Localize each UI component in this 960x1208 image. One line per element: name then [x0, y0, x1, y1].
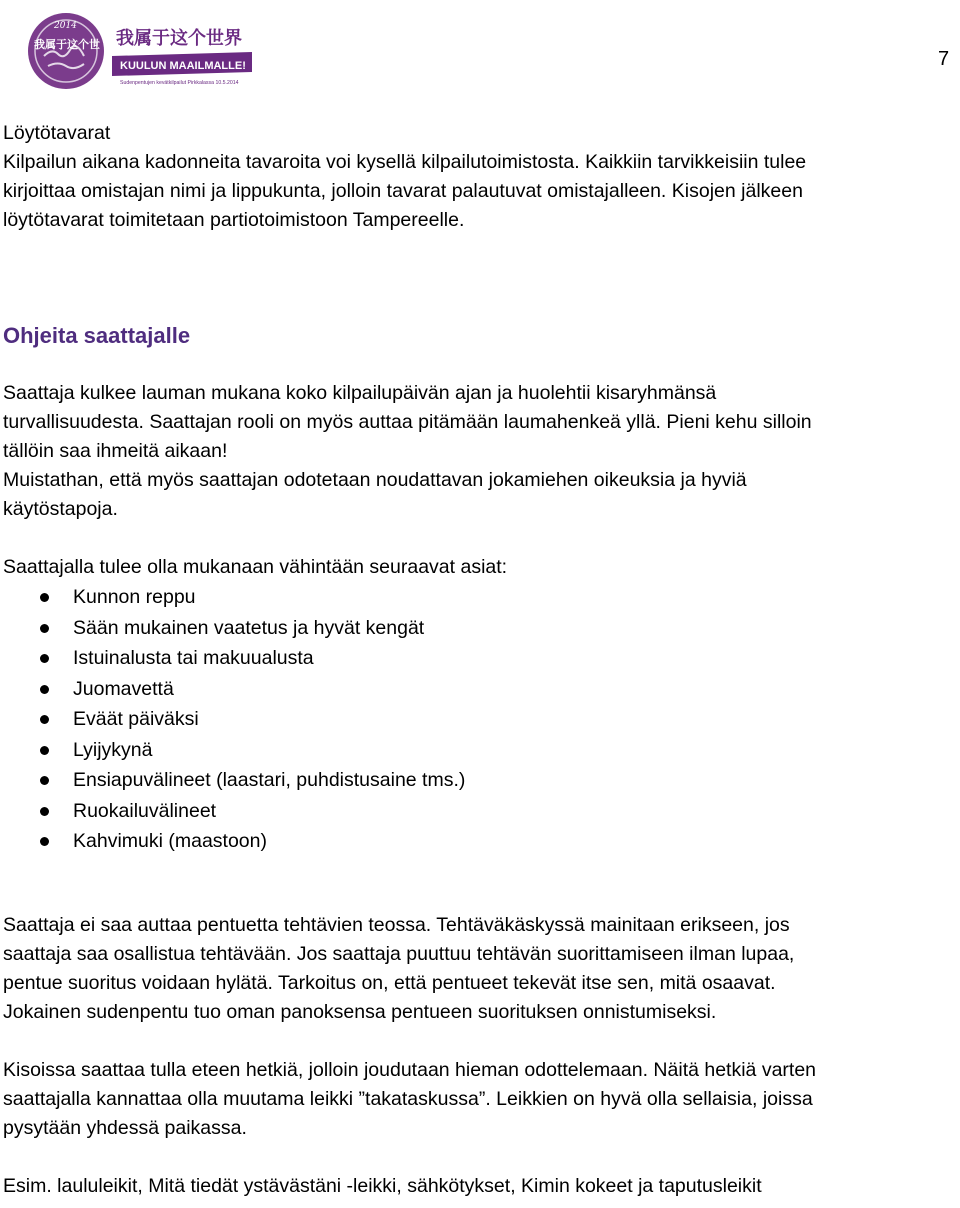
bullet-icon [40, 746, 49, 755]
guide-heading: Ohjeita saattajalle [3, 323, 191, 348]
document-body [3, 119, 953, 1201]
equipment-list [3, 582, 953, 857]
page-number: 7 [938, 48, 950, 70]
guide-para1-line-1: Saattaja kulkee lauman mukana koko kilpailupäivän ajan ja huolehtii kisaryhmänsä [3, 382, 717, 404]
list-item: Lyijykynä [3, 735, 953, 766]
logo-year: 2014 [54, 21, 77, 31]
list-item: Eväät päiväksi [3, 704, 953, 735]
bullet-icon [40, 624, 49, 633]
bullet-icon [40, 685, 49, 694]
bullet-icon [40, 593, 49, 602]
guide-para3-line-1: Kisoissa saattaa tulla eteen hetkiä, jolloin joudutaan hieman odottelemaan. Näitä hetkiä varten [3, 1058, 817, 1081]
guide-para3-line-3: pysytään yhdessä paikassa. [3, 1116, 247, 1139]
lost-found-line-3: löytötavarat toimitetaan partiotoimistoon Tampereelle. [3, 209, 465, 231]
list-item: Ruokailuvälineet [3, 796, 953, 827]
list-item: Istuinalusta tai makuualusta [3, 643, 953, 674]
guide-para3-line-2: saattajalla kannattaa olla muutama leikki ”takataskussa”. Leikkien on hyvä olla sellaisia, joissa [3, 1087, 813, 1110]
guide-para1-line-3: tällöin saa ihmeitä aikaan! [3, 440, 228, 462]
guide-para2-line-2: saattaja saa osallistua tehtävään. Jos saattaja puuttuu tehtävän suorittamiseen ilman lupaa, [3, 942, 795, 965]
list-intro: Saattajalla tulee olla mukanaan vähintään seuraavat asiat: [3, 556, 508, 578]
lost-found-line-2: kirjoittaa omistajan nimi ja lippukunta, jolloin tavarat palautuvat omistajalleen. Kisojen jälkeen [3, 180, 803, 202]
logo-title: KUULUN MAAILMALLE! [120, 60, 246, 72]
list-item: Kunnon reppu [3, 582, 953, 613]
bullet-icon [40, 837, 49, 846]
logo-chinese-title: 我属于这个世界 [116, 28, 242, 49]
lost-found-line-1: Kilpailun aikana kadonneita tavaroita voi kysellä kilpailutoimistosta. Kaikkiin tarvikkeisiin tulee [3, 151, 807, 173]
guide-para1-line-5: käytöstapoja. [3, 498, 118, 520]
logo-subtitle: Sudenpentujen kevätkilpailut Pirkkalassa 10.5.2014 [120, 80, 239, 86]
list-item: Juomavettä [3, 674, 953, 705]
logo-chinese-small: 我属于这个世 [34, 38, 100, 51]
lost-found-title: Löytötavarat [3, 122, 111, 144]
bullet-icon [40, 776, 49, 785]
bullet-icon [40, 807, 49, 816]
guide-para1-line-4: Muistathan, että myös saattajan odotetaan noudattavan jokamiehen oikeuksia ja hyviä [3, 469, 747, 491]
list-item: Ensiapuvälineet (laastari, puhdistusaine tms.) [3, 765, 953, 796]
list-item: Sään mukainen vaatetus ja hyvät kengät [3, 613, 953, 644]
guide-para2-line-1: Saattaja ei saa auttaa pentuetta tehtävien teossa. Tehtäväkäskyssä mainitaan erikseen, jos [3, 913, 790, 936]
bullet-icon [40, 715, 49, 724]
bullet-icon [40, 654, 49, 663]
guide-para4: Esim. laululeikit, Mitä tiedät ystävästäni -leikki, sähkötykset, Kimin kokeet ja taputusleikit [3, 1174, 762, 1197]
event-logo [26, 10, 254, 92]
guide-para2-line-3: pentue suoritus voidaan hylätä. Tarkoitus on, että pentueet tekevät itse sen, mitä osaavat. [3, 971, 776, 994]
guide-para1-line-2: turvallisuudesta. Saattajan rooli on myös auttaa pitämään laumahenkeä yllä. Pieni kehu silloin [3, 411, 812, 433]
guide-para2-line-4: Jokainen sudenpentu tuo oman panoksensa pentueen suorituksen onnistumiseksi. [3, 1000, 717, 1023]
list-item: Kahvimuki (maastoon) [3, 826, 953, 857]
